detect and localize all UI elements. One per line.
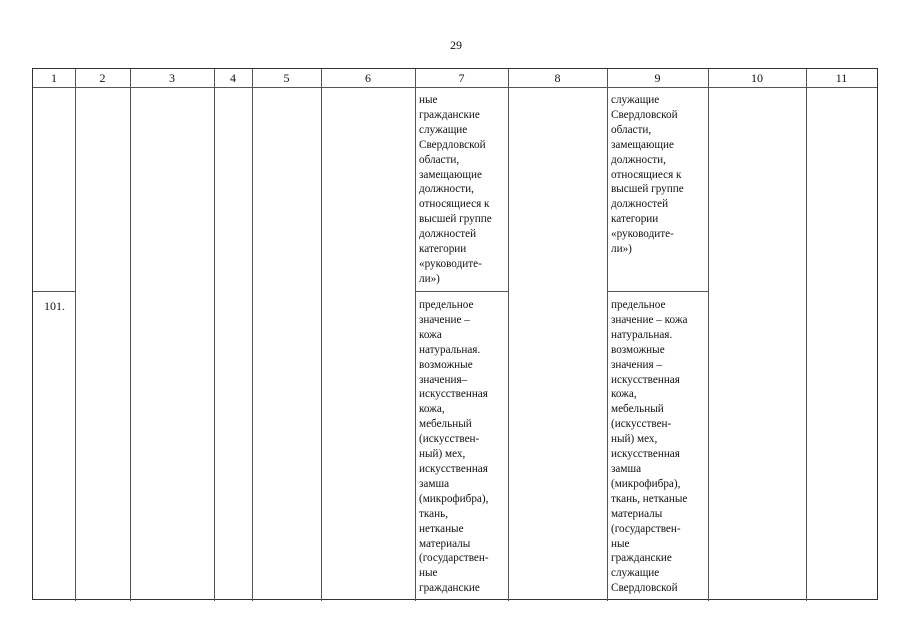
- column-divider: [252, 69, 253, 601]
- row-divider: [415, 291, 508, 292]
- column-divider: [607, 69, 608, 601]
- column-divider: [321, 69, 322, 601]
- cell-text-col7: предельное значение – кожа натуральная. возможные значения– искусственная кожа, мебельный (искусствен- ный) мех, искусственная замша (микрофибра), ткань, нетканые материалы (государствен- ные гражданские: [419, 299, 489, 595]
- header-divider: [33, 87, 877, 88]
- column-divider: [214, 69, 215, 601]
- column-divider: [806, 69, 807, 601]
- table-header-row: [33, 69, 877, 87]
- header-cell-10: 10: [751, 71, 763, 85]
- column-divider: [508, 69, 509, 601]
- header-cell-2: 2: [99, 71, 106, 85]
- header-cell-3: 3: [169, 71, 175, 85]
- column-divider: [708, 69, 709, 601]
- header-cell-8: 8: [554, 71, 561, 85]
- header-cell-11: 11: [835, 71, 848, 85]
- header-cell-6: 6: [365, 71, 371, 85]
- column-divider: [75, 69, 76, 601]
- header-cell-9: 9: [654, 71, 661, 85]
- header-cell-5: 5: [283, 71, 290, 85]
- row-divider: [607, 291, 708, 292]
- page-number: 29: [450, 38, 462, 52]
- cell-text-col7-cont: ные гражданские служащие Свердловской области, замещающие должности, относящиеся к высшей группе должностей категории «руководите- ли»): [419, 94, 492, 285]
- header-cell-7: 7: [458, 71, 465, 85]
- header-cell-4: 4: [230, 71, 236, 85]
- data-table: [32, 68, 878, 600]
- row-number: 101.: [44, 299, 65, 313]
- row-divider: [33, 291, 75, 292]
- cell-text-col9: предельное значение – кожа натуральная. возможные значения – искусственная кожа, мебельный (искусствен- ный) мех, искусственная замша (микрофибра), ткань, нетканые материалы (государствен- ные гражданские служащие Свердловской: [611, 299, 688, 595]
- column-divider: [130, 69, 131, 601]
- cell-text-col9-cont: служащие Свердловской области, замещающие должности, относящиеся к высшей группе должностей категории «руководите- ли»): [611, 94, 684, 256]
- header-cell-1: 1: [51, 71, 57, 85]
- column-divider: [415, 69, 416, 601]
